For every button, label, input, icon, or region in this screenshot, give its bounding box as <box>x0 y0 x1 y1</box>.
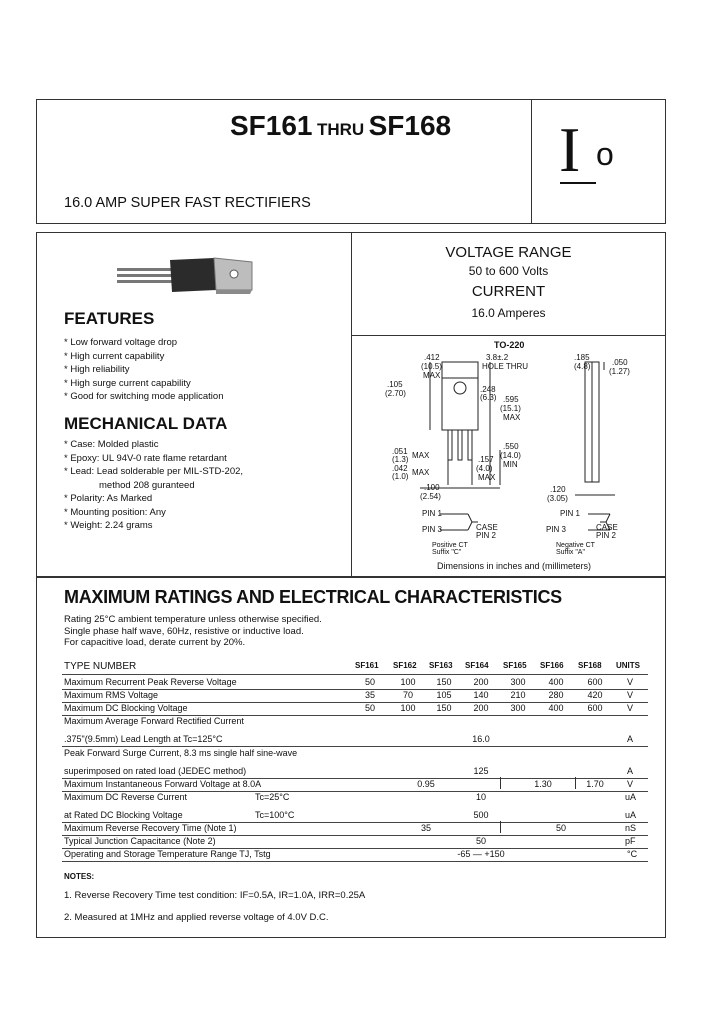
note-line: 1. Reverse Recovery Time test condition: IF=0.5A, IR=1.0A, IRR=0.25A <box>64 890 366 901</box>
pin-label: PIN 2 <box>476 531 497 540</box>
intro-line: Single phase half wave, 60Hz, resistive or inductive load. <box>64 625 304 637</box>
col-divider <box>500 777 501 789</box>
cell: 35 <box>420 823 431 833</box>
col-divider <box>575 777 576 789</box>
dim-label: (4.0) <box>476 464 493 473</box>
cell: 0.95 <box>417 779 435 789</box>
cell: 200 <box>473 703 489 713</box>
dim-label: (15.1) <box>500 404 521 413</box>
row-condition: Tc=100°C <box>255 810 295 820</box>
cell: 1.70 <box>586 779 604 789</box>
dim-label: .120 <box>550 485 566 494</box>
cell: 10 <box>475 792 486 802</box>
unit: A <box>627 734 634 744</box>
cell: 125 <box>473 766 489 776</box>
voltage-range-title: VOLTAGE RANGE <box>445 244 572 261</box>
col-divider <box>500 821 501 833</box>
dim-label: MAX <box>423 371 441 380</box>
mechanical-item: * Polarity: As Marked <box>64 493 153 504</box>
column-header: UNITS <box>616 661 640 670</box>
cell: 600 <box>587 703 603 713</box>
unit: °C <box>627 849 638 859</box>
column-header: SF162 <box>393 661 417 670</box>
unit: V <box>627 703 634 713</box>
cell: 50 <box>364 677 375 687</box>
cell: 400 <box>548 703 564 713</box>
dim-label: MAX <box>412 451 430 460</box>
cell: 210 <box>510 690 526 700</box>
diagram-caption: Positive CT <box>432 542 468 549</box>
dim-label: .050 <box>612 358 628 367</box>
dim-label: .105 <box>387 380 403 389</box>
dim-label: .100 <box>424 483 440 492</box>
unit: pF <box>625 836 636 846</box>
feature-item: * High reliability <box>64 364 130 375</box>
unit: V <box>627 677 634 687</box>
pin-label: PIN 2 <box>596 531 617 540</box>
cell: 150 <box>436 703 452 713</box>
mechanical-list <box>64 438 243 533</box>
dim-label: MAX <box>478 473 496 482</box>
features-title: FEATURES <box>64 309 155 328</box>
row-condition: Tc=25°C <box>255 792 290 802</box>
row-label: Maximum RMS Voltage <box>64 690 159 700</box>
unit: V <box>627 779 634 789</box>
part-last: SF168 <box>368 110 452 141</box>
pin-label: PIN 3 <box>422 525 443 534</box>
part-number-title <box>230 110 451 142</box>
middle-divider-h <box>351 335 666 336</box>
column-header: SF165 <box>503 661 527 670</box>
unit: nS <box>625 823 637 833</box>
cell: 100 <box>400 677 416 687</box>
dim-label: .157 <box>478 455 494 464</box>
dim-label: .248 <box>480 385 496 394</box>
row-label: Maximum Reverse Recovery Time (Note 1) <box>64 823 237 833</box>
diagram-caption: Negative CT <box>556 542 595 549</box>
cell: 70 <box>402 690 413 700</box>
feature-item: * High current capability <box>64 350 165 362</box>
dim-label: (14.0) <box>500 451 521 460</box>
row-label: Maximum Recurrent Peak Reverse Voltage <box>64 677 237 687</box>
dim-label: .412 <box>424 353 440 362</box>
table-rule <box>62 861 648 862</box>
cell: 200 <box>473 677 489 687</box>
table-rule <box>62 674 648 675</box>
table-rule <box>62 746 648 747</box>
row-label: Maximum Average Forward Rectified Current <box>64 716 244 726</box>
row-label: .375"(9.5mm) Lead Length at Tc=125°C <box>64 734 223 744</box>
package-label: TO-220 <box>494 340 525 350</box>
row-label: Typical Junction Capacitance (Note 2) <box>64 836 216 846</box>
pin-label: CASE <box>476 523 498 532</box>
features-list <box>64 336 223 404</box>
dim-label: HOLE THRU <box>482 362 529 371</box>
dim-label: .595 <box>503 395 519 404</box>
cell: 16.0 <box>472 734 490 744</box>
intro-line: Rating 25°C ambient temperature unless otherwise specified. <box>64 614 322 625</box>
dim-label: .550 <box>503 442 519 451</box>
feature-item: * Good for switching mode application <box>64 391 224 402</box>
feature-item: * Low forward voltage drop <box>64 337 178 348</box>
mechanical-item: * Weight: 2.24 grams <box>64 520 153 531</box>
dim-label: 3.8±.2 <box>486 353 509 362</box>
dim-label: MIN <box>503 460 518 469</box>
dim-label: (3.05) <box>547 494 568 503</box>
dim-label: (4.8) <box>574 362 591 371</box>
cell: 300 <box>510 677 526 687</box>
row-label: Operating and Storage Temperature Range TJ, Tstg <box>64 849 271 859</box>
cell: 400 <box>548 677 564 687</box>
row-label: Peak Forward Surge Current, 8.3 ms single half sine-wave <box>64 748 298 758</box>
dim-label: .051 <box>392 447 408 456</box>
column-header: SF161 <box>355 661 379 670</box>
to220-package-image <box>112 250 262 300</box>
feature-item: * High surge current capability <box>64 377 191 389</box>
cell: 280 <box>548 690 564 700</box>
dim-label: .042 <box>392 464 408 473</box>
mechanical-item: method 208 guranteed <box>99 479 195 491</box>
pin-label: PIN 3 <box>546 525 567 534</box>
dim-label: (10.5) <box>421 362 442 371</box>
column-header: SF164 <box>465 661 489 670</box>
unit: A <box>627 766 634 776</box>
brand-logo <box>556 114 636 200</box>
voltage-range-value: 50 to 600 Volts <box>468 264 549 278</box>
cell: 50 <box>555 823 566 833</box>
ratings-title: MAXIMUM RATINGS AND ELECTRICAL CHARACTERISTICS <box>64 587 562 607</box>
cell: 500 <box>473 810 489 820</box>
cell: 420 <box>587 690 603 700</box>
cell: 105 <box>436 690 452 700</box>
pin-label: PIN 1 <box>422 509 443 518</box>
cell: 300 <box>510 703 526 713</box>
cell: 1.30 <box>534 779 552 789</box>
dim-label: MAX <box>412 468 430 477</box>
notes-title: NOTES: <box>64 872 95 881</box>
pin-label: PIN 1 <box>560 509 581 518</box>
part-first: SF161 <box>230 110 313 141</box>
intro-line: For capacitive load, derate current by 20%. <box>64 637 246 648</box>
diagram-footer: Dimensions in inches and (millimeters) <box>437 561 592 571</box>
cell: 35 <box>364 690 375 700</box>
diagram-caption: Suffix "A" <box>556 549 585 556</box>
note-line: 2. Measured at 1MHz and applied reverse voltage of 4.0V D.C. <box>64 912 329 923</box>
diagram-caption: Suffix "C" <box>432 549 462 556</box>
row-label: Maximum DC Blocking Voltage <box>64 703 188 713</box>
unit: uA <box>625 792 637 802</box>
column-header: SF166 <box>540 661 564 670</box>
mechanical-item: * Case: Molded plastic <box>64 439 159 450</box>
dim-label: (1.27) <box>609 367 630 376</box>
dim-label: (2.54) <box>420 492 441 501</box>
logo-letter-i: I <box>559 114 581 185</box>
ratings-intro <box>64 614 322 649</box>
header-divider <box>531 99 532 224</box>
type-number-header: TYPE NUMBER <box>64 661 137 672</box>
current-title: CURRENT <box>471 283 546 300</box>
thru-label: THRU <box>316 120 365 139</box>
pin-label: CASE <box>596 523 618 532</box>
subtitle: 16.0 AMP SUPER FAST RECTIFIERS <box>64 195 311 211</box>
logo-letter-o: o <box>596 136 614 172</box>
dim-label: (2.70) <box>385 389 406 398</box>
mechanical-title: MECHANICAL DATA <box>64 414 228 433</box>
dim-label: .185 <box>574 353 590 362</box>
cell: 600 <box>587 677 603 687</box>
cell: -65 — +150 <box>457 849 505 859</box>
mechanical-item: * Lead: Lead solderable per MIL-STD-202, <box>64 466 244 477</box>
current-value: 16.0 Amperes <box>471 306 546 320</box>
cell: 50 <box>475 836 486 846</box>
row-label: Maximum Instantaneous Forward Voltage at 8.0A <box>64 779 262 789</box>
cell: 150 <box>436 677 452 687</box>
dim-label: (6.3) <box>480 393 497 402</box>
column-header: SF163 <box>429 661 453 670</box>
cell: 100 <box>400 703 416 713</box>
dim-label: (1.0) <box>392 472 409 481</box>
cell: 50 <box>364 703 375 713</box>
dim-label: (1.3) <box>392 455 409 464</box>
row-label: Maximum DC Reverse Current <box>64 792 188 802</box>
unit: uA <box>625 810 637 820</box>
mechanical-item: * Mounting position: Any <box>64 506 166 518</box>
mechanical-item: * Epoxy: UL 94V-0 rate flame retardant <box>64 452 227 464</box>
row-label: at Rated DC Blocking Voltage <box>64 810 183 820</box>
cell: 140 <box>473 690 489 700</box>
row-label: superimposed on rated load (JEDEC method) <box>64 766 247 776</box>
logo-underline <box>560 182 596 184</box>
column-header: SF168 <box>578 661 602 670</box>
unit: V <box>627 690 634 700</box>
dim-label: MAX <box>503 413 521 422</box>
